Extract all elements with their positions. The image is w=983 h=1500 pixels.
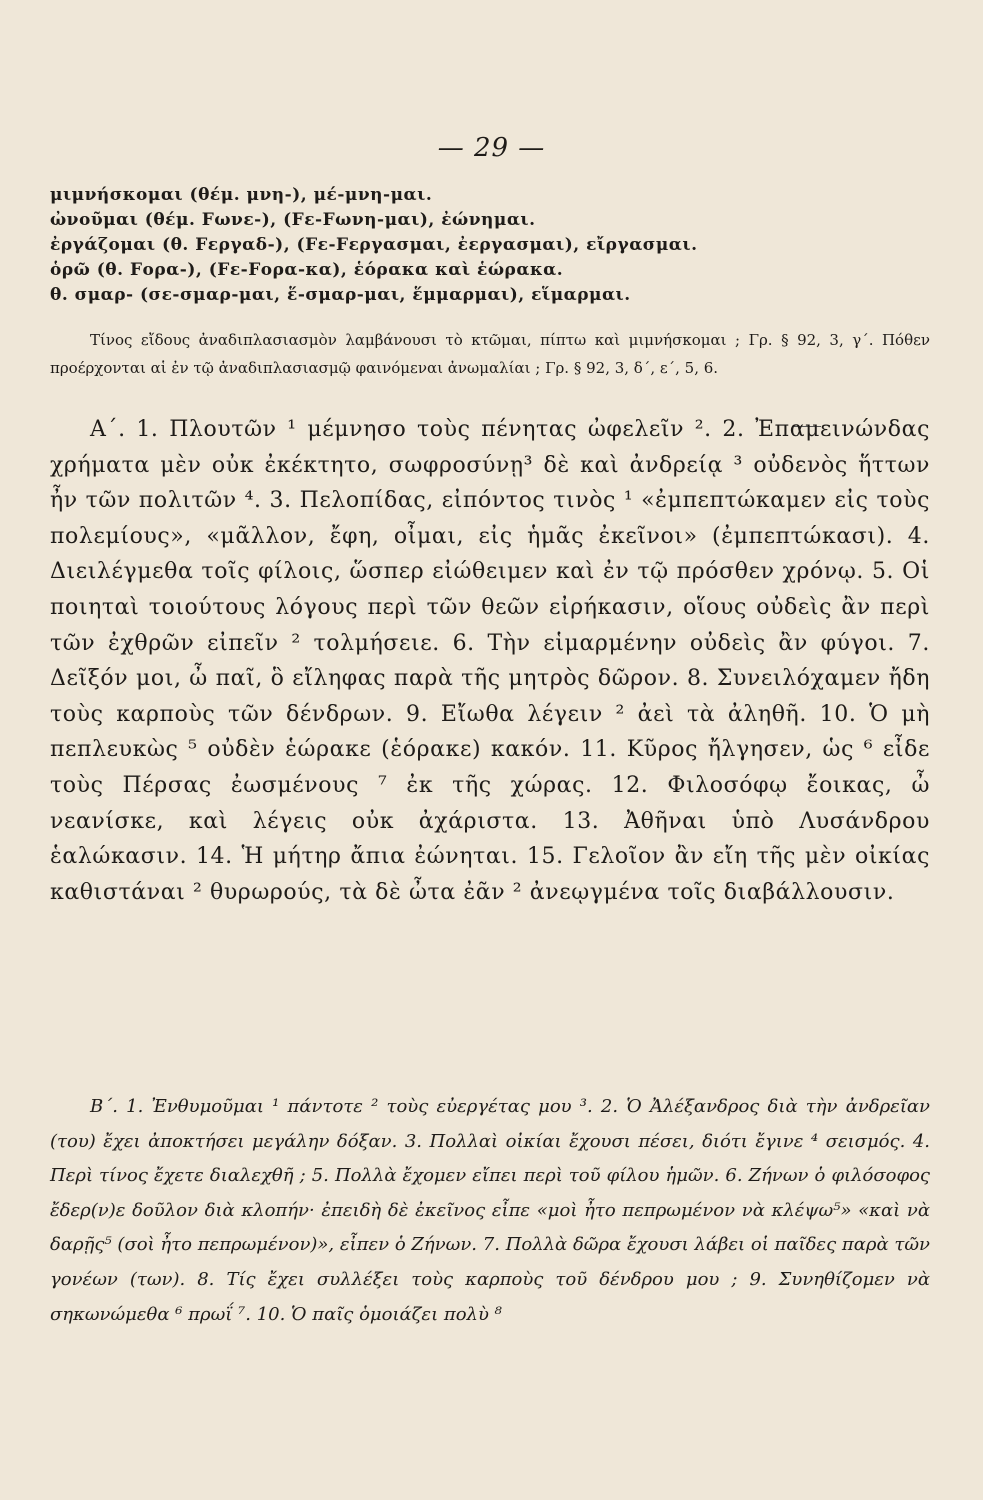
verb-form-line: ὁρῶ (θ. Fορα-), (Fε-Fορα-κα), ἑόρακα καὶ ἑώρακα. bbox=[50, 260, 564, 280]
page-number: — 29 — bbox=[437, 133, 546, 163]
verb-form-line: θ. σμαρ- (σε-σμαρ-μαι, ἕ-σμαρ-μαι, ἕμμαρμαι), εἵμαρμαι. bbox=[50, 285, 631, 305]
verb-form-line: ἐργάζομαι (θ. Fεργαδ-), (Fε-Fεργασμαι, ἐεργασμαι), εἴργασμαι. bbox=[50, 235, 698, 255]
grammar-question-text: Τίνος εἴδους ἀναδιπλασιασμὸν λαμβάνουσι τὸ κτῶμαι, πίπτω καὶ μιμνήσκομαι ; Γρ. § 92, 3, γ΄. Πόθεν προέρχονται αἱ ἐν τῷ ἀναδιπλασιασμῷ φαινόμεναι ἀνωμαλίαι ; Γρ. § 92, 3, δ΄, ε΄, 5, 6. bbox=[50, 331, 930, 377]
exercise-a-text: Α΄. 1. Πλουτῶν ¹ μέμνησο τοὺς πένητας ὠφελεῖν ². 2. Ἐπαμεινώνδας χρήματα μὲν οὐκ ἐκέκτητο, σωφροσύνῃ³ δὲ καὶ ἀνδρείᾳ ³ οὐδενὸς ἥττων ἦν τῶν πολιτῶν ⁴. 3. Πελοπίδας, εἰπόντος τινὸς ¹ «ἐμπεπτώκαμεν εἰς τοὺς πολεμίους», «μᾶλλον, ἔφη, οἶμαι, εἰς ἡμᾶς ἐκεῖνοι» (ἐμπεπτώκασι). 4. Διειλέγμεθα τοῖς φίλοις, ὥσπερ εἰώθειμεν καὶ ἐν τῷ πρόσθεν χρόνῳ. 5. Οἱ ποιηταὶ τοιούτους λόγους περὶ τῶν θεῶν εἰρήκασιν, οἵους οὐδεὶς ἂν περὶ τῶν ἐχθρῶν εἰπεῖν ² τολμήσειε. 6. Τὴν εἱμαρμένην οὐδεὶς ἂν φύγοι. 7. Δεῖξόν μοι, ὦ παῖ, ὃ εἴληφας παρὰ τῆς μητρὸς δῶρον. 8. Συνειλόχαμεν ἤδη τοὺς καρποὺς τῶν δένδρων. 9. Εἴωθα λέγειν ² ἀεὶ τὰ ἀληθῆ. 10. Ὁ μὴ πεπλευκὼς ⁵ οὐδὲν ἑώρακε (ἑόρακε) κακόν. 11. Κῦρος ἤλγησεν, ὡς ⁶ εἶδε τοὺς Πέρσας ἐωσμένους ⁷ ἐκ τῆς χώρας. 12. Φιλοσόφῳ ἔοικας, ὦ νεανίσκε, καὶ λέγεις οὐκ ἀχάριστα. 13. Ἀθῆναι ὑπὸ Λυσάνδρου ἑαλώκασιν. 14. Ἡ μήτηρ ἄπια ἐώνηται. 15. Γελοῖον ἂν εἴη τῆς μὲν οἰκίας καθιστάναι ² θυρωρούς, τὰ δὲ ὦτα ἐᾶν ² ἀνεῳγμένα τοῖς διαβάλλουσιν. bbox=[50, 417, 930, 905]
exercise-b-text: Β΄. 1. Ἐνθυμοῦμαι ¹ πάντοτε ² τοὺς εὐεργέτας μου ³. 2. Ὁ Ἀλέξανδρος διὰ τὴν ἀνδρεῖαν (του) ἔχει ἀποκτήσει μεγάλην δόξαν. 3. Πολλαὶ οἰκίαι ἔχουσι πέσει, διότι ἔγινε ⁴ σεισμός. 4. Περὶ τίνος ἔχετε διαλεχθῆ ; 5. Πολλὰ ἔχομεν εἴπει περὶ τοῦ φίλου ἡμῶν. 6. Ζήνων ὁ φιλόσοφος ἔδερ(ν)ε δοῦλον διὰ κλοπήν· ἐπειδὴ δὲ ἐκεῖνος εἶπε «μοὶ ἦτο πεπρωμένον νὰ κλέψω⁵» «καὶ νὰ δαρῇς⁵ (σοὶ ἦτο πεπρωμένον)», εἶπεν ὁ Ζήνων. 7. Πολλὰ δῶρα ἔχουσι λάβει οἱ παῖδες παρὰ τῶν γονέων (των). 8. Τίς ἔχει συλλέξει τοὺς καρποὺς τοῦ δένδρου μου ; 9. Συνηθίζομεν νὰ σηκωνώμεθα ⁶ πρωΐ ⁷. 10. Ὁ παῖς ὁμοιάζει πολὺ ⁸ bbox=[50, 1096, 930, 1325]
grammar-question bbox=[50, 326, 930, 382]
exercise-b bbox=[50, 1090, 930, 1332]
verb-form-line: ὠνοῦμαι (θέμ. Fωνε-), (Fε-Fωνη-μαι), ἐώνημαι. bbox=[50, 210, 536, 230]
verb-form-line: μιμνήσκομαι (θέμ. μνη-), μέ-μνη-μαι. bbox=[50, 185, 433, 205]
exercise-a bbox=[50, 412, 930, 910]
verb-forms-list bbox=[50, 183, 930, 308]
